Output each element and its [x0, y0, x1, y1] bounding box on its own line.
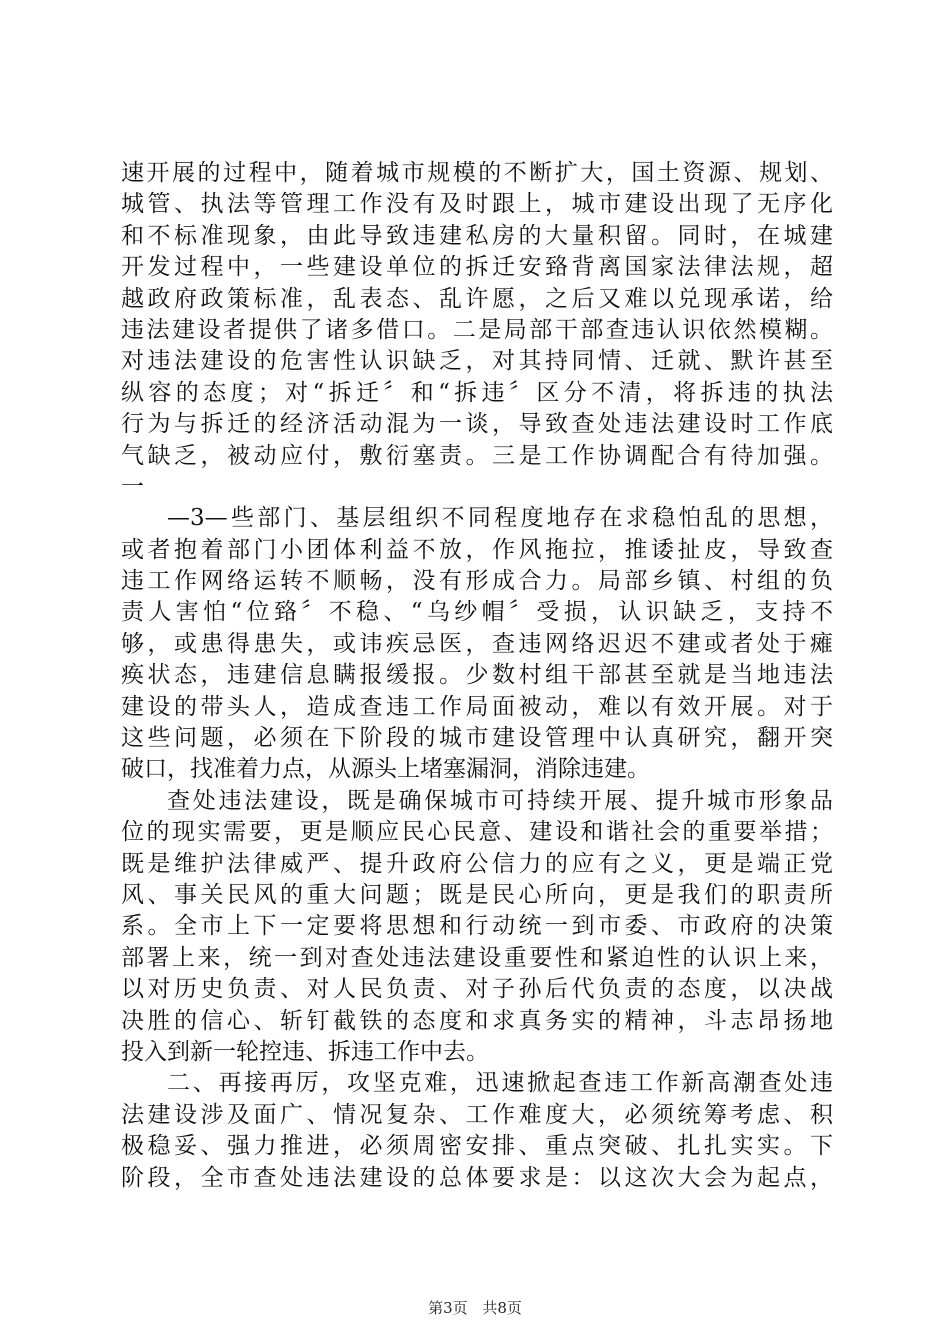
text-line: 位的现实需要，更是顺应民心民意、建设和谐社会的重要举措； — [121, 819, 833, 846]
body-text — [121, 158, 833, 1194]
text-line: 开发过程中，一些建设单位的拆迁安臵背离国家法律法规，超 — [121, 254, 833, 281]
text-line: 部署上来，统一到对查处违法建设重要性和紧迫性的认识上来， — [121, 944, 833, 971]
text-line: 够，或患得患失，或讳疾忌医，查违网络迟迟不建或者处于瘫 — [121, 630, 833, 657]
page-number: 第3页 — [428, 1299, 468, 1317]
page-total: 共8页 — [482, 1299, 522, 1317]
page-footer — [0, 1298, 950, 1318]
text-line: 越政府政策标准，乱表态、乱许愿，之后又难以兑现承诺，给 — [121, 285, 833, 312]
text-line: 极稳妥、强力推进，必须周密安排、重点突破、扎扎实实。下 — [121, 1133, 833, 1160]
text-line: 既是维护法律威严、提升政府公信力的应有之义，更是端正党 — [121, 850, 833, 877]
text-line: 阶段，全市查处违法建设的总体要求是：以这次大会为起点， — [121, 1164, 833, 1191]
text-line: 系。全市上下一定要将思想和行动统一到市委、市政府的决策 — [121, 913, 833, 940]
text-line: 和不标准现象，由此导致违建私房的大量积留。同时，在城建 — [121, 222, 833, 249]
text-line: 违工作网络运转不顺畅，没有形成合力。局部乡镇、村组的负 — [121, 568, 833, 595]
text-line: 违法建设者提供了诸多借口。二是局部干部查违认识依然模糊。 — [121, 316, 833, 343]
text-line: 风、事关民风的重大问题；既是民心所向，更是我们的职责所 — [121, 881, 833, 908]
text-line: 行为与拆迁的经济活动混为一谈，导致查处违法建设时工作底 — [121, 411, 833, 438]
text-line: 一 — [121, 473, 144, 500]
text-line: 决胜的信心、斩钉截铁的态度和求真务实的精神，斗志昂扬地 — [121, 1007, 833, 1034]
text-line: 建设的带头人，造成查违工作局面被动，难以有效开展。对于 — [121, 693, 833, 720]
text-line: 痪状态，违建信息瞒报缓报。少数村组干部甚至就是当地违法 — [121, 662, 833, 689]
text-line: 责人害怕“位臵〞不稳、“乌纱帽〞受损，认识缺乏，支持不 — [121, 599, 833, 626]
text-line: 破口，找准着力点，从源头上堵塞漏洞，消除违建。 — [121, 756, 650, 783]
paragraph-start-line: —3—些部门、基层组织不同程度地存在求稳怕乱的思想， — [167, 505, 833, 532]
text-line: 投入到新一轮控违、拆违工作中去。 — [121, 1038, 489, 1065]
text-line: 气缺乏，被动应付，敷衍塞责。三是工作协调配合有待加强。 — [121, 442, 833, 469]
paragraph-start-line: 二、再接再厉，攻坚克难，迅速掀起查违工作新高潮查处违 — [167, 1070, 833, 1097]
text-line: 纵容的态度；对“拆迁〞和“拆违〞区分不清，将拆违的执法 — [121, 379, 833, 406]
text-line: 这些问题，必须在下阶段的城市建设管理中认真研究，翻开突 — [121, 725, 833, 752]
text-line: 速开展的过程中，随着城市规模的不断扩大，国土资源、规划、 — [121, 160, 833, 186]
text-line: 对违法建设的危害性认识缺乏，对其持同情、迁就、默许甚至 — [121, 348, 833, 375]
text-line: 法建设涉及面广、情况复杂、工作难度大，必须统筹考虑、积 — [121, 1101, 833, 1128]
paragraph-start-line: 查处违法建设，既是确保城市可持续开展、提升城市形象品 — [167, 787, 833, 814]
text-line: 或者抱着部门小团体利益不放，作风拖拉，推诿扯皮，导致查 — [121, 536, 833, 563]
text-line: 城管、执法等管理工作没有及时跟上，城市建设出现了无序化 — [121, 191, 833, 218]
text-line: 以对历史负责、对人民负责、对子孙后代负责的态度，以决战 — [121, 976, 833, 1003]
